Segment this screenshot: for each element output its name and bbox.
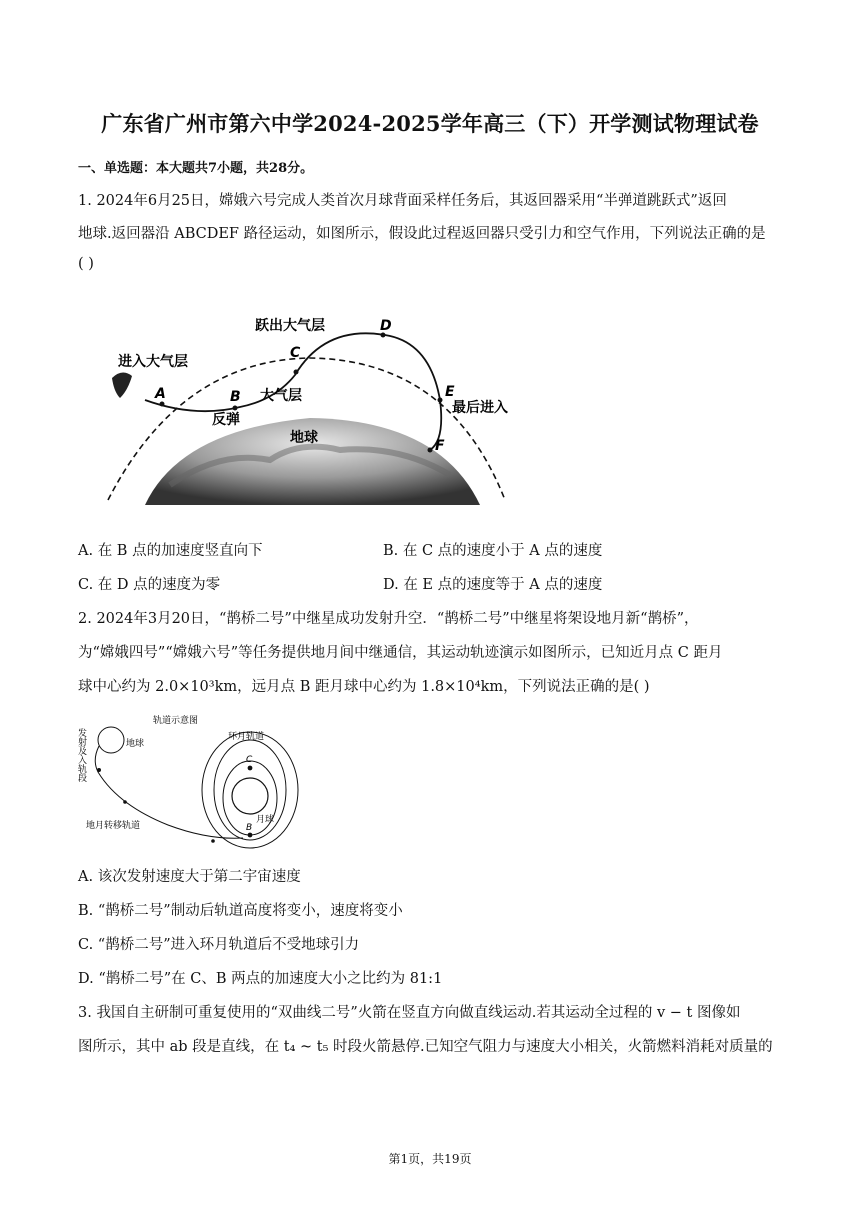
q2-option-b: B. “鹊桥二号”制动后轨道高度将变小，速度将变小 <box>78 903 403 919</box>
label-A: A <box>155 386 166 402</box>
label-lunar-orbit: 环月轨道 <box>228 732 265 742</box>
label-C: C <box>290 345 301 361</box>
label-B: B <box>230 389 241 405</box>
q1-option-a: A. 在 B 点的加速度竖直向下 <box>78 543 263 559</box>
moon-circle <box>232 778 268 814</box>
label-E: E <box>445 384 455 400</box>
q2-option-d: D. “鹊桥二号”在 C、B 两点的加速度大小之比约为 81:1 <box>78 971 443 987</box>
q1-trajectory-figure <box>100 300 520 514</box>
q1-option-d: D. 在 E 点的速度等于 A 点的速度 <box>383 577 603 593</box>
label-moon: 月球 <box>256 815 275 825</box>
q2-stem-line2: 为“嫦娥四号”“嫦娥六号”等任务提供地月间中继通信，其运动轨迹演示如图所示，已知近月点 C 距月 <box>78 645 723 661</box>
label-final: 最后进入 <box>452 400 508 416</box>
q1-option-c: C. 在 D 点的速度为零 <box>78 577 221 593</box>
label-D: D <box>380 318 392 334</box>
label-earth: 地球 <box>290 430 318 446</box>
orbit-figure-title: 轨道示意图 <box>153 716 199 726</box>
label-bounce: 反弹 <box>212 412 240 428</box>
page-title: 广东省广州市第六中学2024-2025学年高三（下）开学测试物理试卷 <box>101 111 759 136</box>
q1-stem-line2: 地球.返回器沿 ABCDEF 路径运动，如图所示，假设此过程返回器只受引力和空气作用，下列说法正确的是 <box>78 226 766 242</box>
q2-option-a: A. 该次发射速度大于第二宇宙速度 <box>78 869 301 885</box>
q3-stem-line2: 图所示，其中 ab 段是直线，在 t₄ ~ t₅ 时段火箭悬停.已知空气阻力与速度大小相关，火箭燃料消耗对质量的 <box>78 1039 773 1055</box>
q2-option-c: C. “鹊桥二号”进入环月轨道后不受地球引力 <box>78 937 360 953</box>
capsule-icon <box>112 372 132 398</box>
earth-circle <box>98 727 124 753</box>
label-exit: 跃出大气层 <box>255 318 325 334</box>
label-atmosphere: 大气层 <box>260 388 302 404</box>
q2-orbit-figure <box>78 710 318 859</box>
label-launch: 发射及入轨段 <box>76 728 86 782</box>
q1-stem-line1: 1. 2024年6月25日，嫦娥六号完成人类首次月球背面采样任务后，其返回器采用“半弹道跳跃式”返回 <box>78 193 727 209</box>
label-F: F <box>435 438 445 454</box>
q1-option-b: B. 在 C 点的速度小于 A 点的速度 <box>383 543 603 559</box>
q1-stem-line3: ( ) <box>78 256 94 272</box>
page-footer: 第1页，共19页 <box>388 1152 472 1166</box>
label-enter: 进入大气层 <box>118 354 188 370</box>
q2-stem-line1: 2. 2024年3月20日，“鹊桥二号”中继星成功发射升空．“鹊桥二号”中继星将架设地月新“鹊桥”， <box>78 611 699 627</box>
label-earth-q2: 地球 <box>126 739 145 749</box>
section-heading: 一、单选题：本大题共7小题，共28分。 <box>78 161 314 176</box>
q2-stem-line3: 球中心约为 2.0×10³km，远月点 B 距月球中心约为 1.8×10⁴km，下列说法正确的是( ) <box>78 679 650 695</box>
label-transfer: 地月转移轨道 <box>86 821 141 831</box>
q3-stem-line1: 3. 我国自主研制可重复使用的“双曲线二号”火箭在竖直方向做直线运动.若其运动全过程的 v − t 图像如 <box>78 1005 741 1021</box>
label-B-q2: B <box>246 823 253 833</box>
label-C-q2: C <box>246 755 253 765</box>
